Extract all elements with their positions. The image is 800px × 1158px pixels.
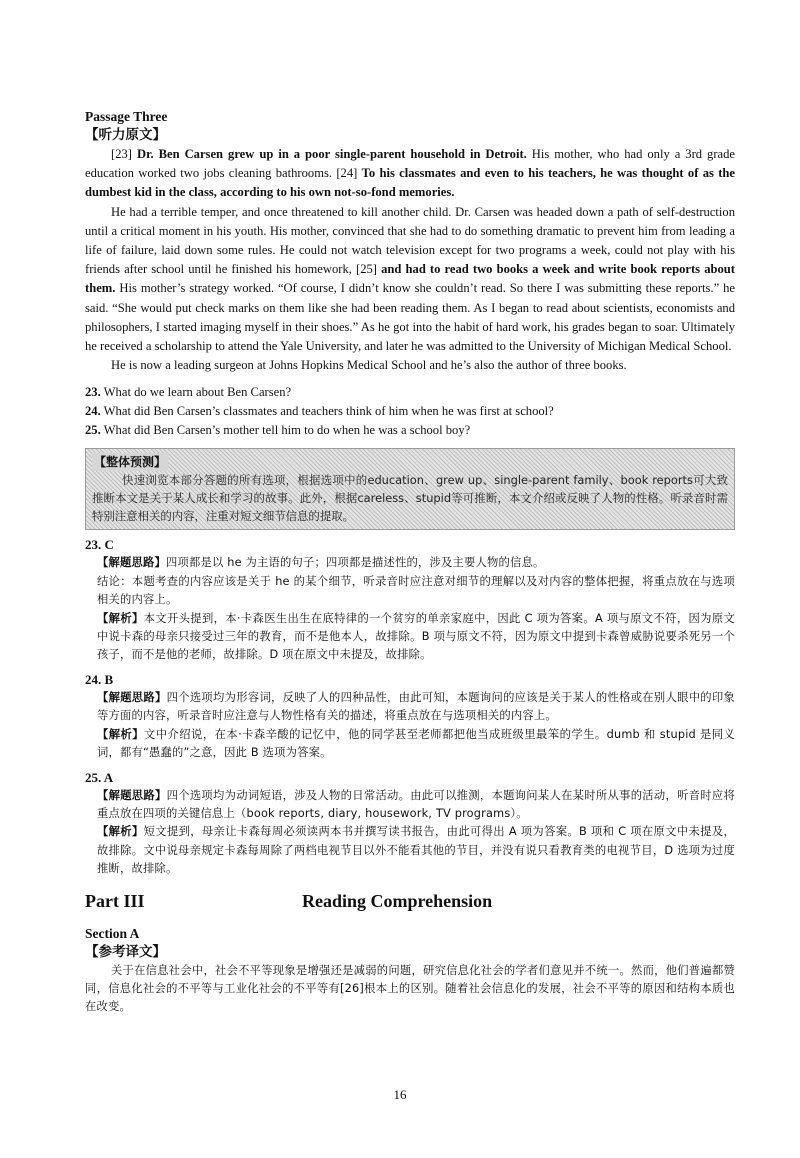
- question-24: 24. What did Ben Carsen’s classmates and teachers think of him when he was first at school?: [85, 404, 554, 419]
- transcript-text: His mother, who had only a 3rd grade education worked two jobs cleaning bathrooms.: [85, 147, 736, 181]
- part-title: Reading Comprehension: [302, 890, 493, 911]
- question-25: 25. What did Ben Carsen’s mother tell him to do when he was a school boy?: [85, 423, 471, 438]
- answer-25-approach: 【解题思路】四个选项均为动词短语，涉及人物的日常活动。由此可以推测，本题询问某人在某时所从事的活动，听音时应将重点放在四项的关键信息上（book reports, diary, housework, TV programs）。: [97, 788, 736, 820]
- key-sentence-24: To his classmates and even to his teachers, he was thought of as the dumbest kid in the class, according to his own not-so-fond memories.: [85, 166, 735, 200]
- answer-24-approach: 【解题思路】四个选项均为形容词，反映了人的四种品性，由此可知，本题询问的应该是关于某人的性格或在别人眼中的印象等方面的内容，听录音时应注意与人物性格有关的描述，将重点放在与选项相关的内容上。: [97, 690, 736, 723]
- section-title: Section A: [85, 925, 140, 941]
- preview-title: 【整体预测】: [94, 455, 167, 470]
- transcript-paragraph-1: [85, 145, 735, 203]
- key-sentence-23: Dr. Ben Carsen grew up in a poor single-parent household in Detroit.: [136, 147, 527, 161]
- translation-heading: 【参考译文】: [85, 943, 166, 960]
- answer-23-approach: 【解题思路】四项都是以 he 为主语的句子；四项都是描述性的，涉及主要人物的信息。: [97, 556, 545, 570]
- transcript-paragraph-2: [85, 203, 735, 357]
- page-number: 16: [393, 1087, 407, 1102]
- transcript-heading: 【听力原文】: [85, 127, 166, 143]
- answer-23-analysis: 【解析】本文开头提到，本·卡森医生出生在底特律的一个贫穷的单亲家庭中，因此 C 项为答案。A 项与原文不符，因为原文中说卡森的母亲只接受过三年的教育，而不是他本人，故排除。B 项与原文不符，因为原文中提到卡森曾威胁说要杀死另一个孩子，而不是他的老师，故排除。D 项在原文中未提及，故排除。: [97, 611, 735, 662]
- key-sentence-25: and had to read two books a week and write book reports about them.: [85, 262, 735, 296]
- marker-25: [25]: [356, 262, 377, 277]
- part-heading: [85, 891, 735, 915]
- translation-text: 关于在信息社会中，社会不平等现象是增强还是减弱的问题，研究信息化社会的学者们意见并不统一。然而，他们普遍都赞同，信息化社会的不平等与工业化社会的不平等有[26]根本上的区别。随着社会信息化的发展，社会不平等的原因和结构本质也在改变。: [85, 963, 735, 1014]
- answer-25-analysis: 【解析】短文提到，母亲让卡森每周必须读两本书并撰写读书报告，由此可得出 A 项为答案。B 项和 C 项在原文中未提及，故排除。文中说母亲规定卡森每周除了两档电视节目以外不能看其他的节目，并没有说只看教育类的电视节目，D 选项为过度推断，故排除。: [97, 825, 735, 876]
- marker-23: [23]: [111, 147, 132, 161]
- transcript-text: He had a terrible temper, and once threatened to kill another child. Dr. Carsen was headed down a path of self-destruction until a critical moment in his youth. His mother, convinced that she had to do something dramatic to prevent him from leading a life of failure, laid down some rules. He could not watch television except for two programs a week, could not play with his friends after school until he finished his homework,: [85, 204, 735, 277]
- answer-24-analysis: 【解析】文中介绍说，在本·卡森辛酸的记忆中，他的同学甚至老师都把他当成班级里最笨的学生。dumb 和 stupid 是同义词，都有“愚蠢的”之意，因此 B 选项为答案。: [97, 727, 735, 760]
- transcript-text: His mother’s strategy worked. “Of course, I didn’t know she couldn’t read. So there I was submitting these reports.” he said. “She would put check marks on them like she had been reading them. As I began to read about scientists, economists and philosophers, I started imaging myself in their shoes.” As he got into the habit of hard work, his grades began to soar. Ultimately he received a scholarship to attend the Yale University, and later he was admitted to the University of Michigan Medical School.: [85, 281, 735, 354]
- answer-24-label: 24. B: [85, 671, 114, 687]
- answer-25-label: 25. A: [85, 769, 114, 785]
- marker-24: [24]: [336, 166, 358, 181]
- overall-preview-box: [85, 448, 735, 530]
- transcript-paragraph-3: He is now a leading surgeon at Johns Hopkins Medical School and he’s also the author of three books.: [111, 358, 627, 373]
- part-number: Part III: [85, 890, 145, 911]
- answer-23-conclusion: 结论：本题考查的内容应该是关于 he 的某个细节，听录音时应注意对细节的理解以及对内容的整体把握，将重点放在与选项相关的内容上。: [97, 574, 735, 607]
- passage-title: Passage Three: [85, 109, 168, 124]
- preview-text: 快速浏览本部分答题的所有选项，根据选项中的education、grew up、single-parent family、book reports可大致推断本文是关于某人成长和学习的故事。此外，根据careless、stupid等可推断，本文介绍或反映了人物的性格。听录音时需特别注意相关的内容，注重对短文细节信息的提取。: [92, 473, 728, 524]
- answer-23-label: 23. C: [85, 537, 114, 553]
- page-content: [85, 108, 735, 1017]
- question-23: 23. What do we learn about Ben Carsen?: [85, 385, 292, 400]
